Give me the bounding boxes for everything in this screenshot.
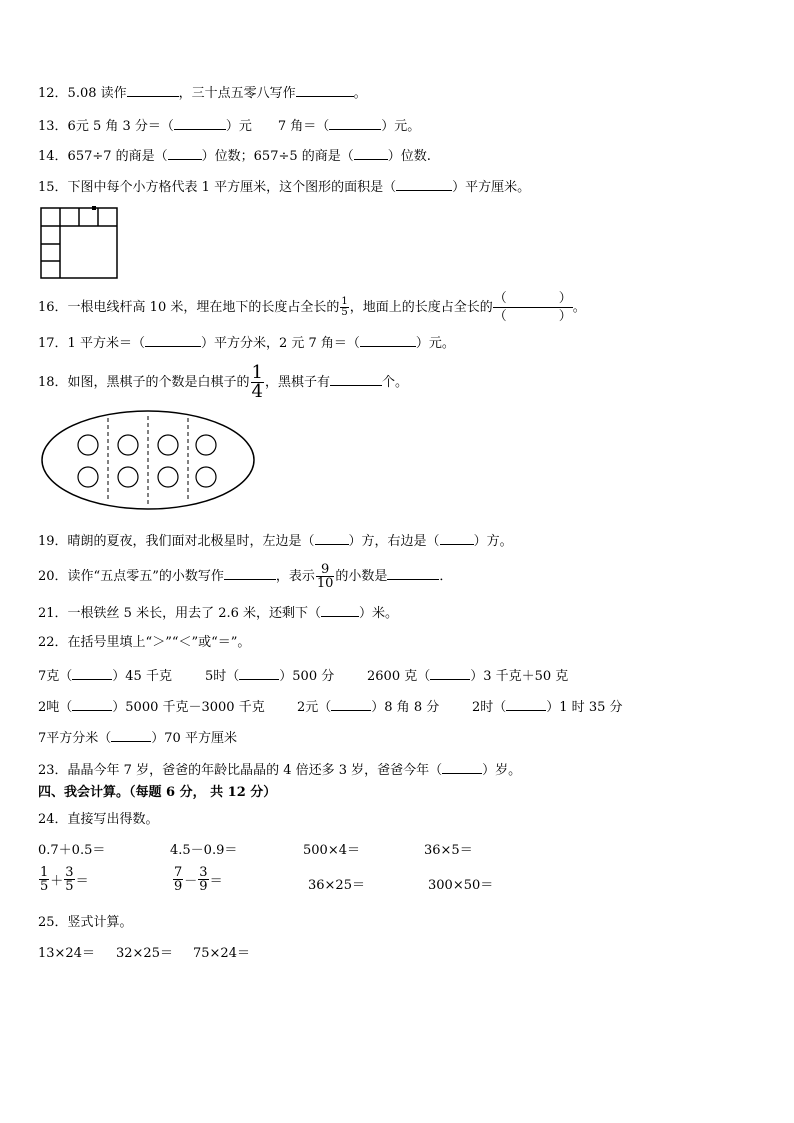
- answer-blank[interactable]: [72, 696, 112, 711]
- question-21: 21．一根铁丝 5 米长，用去了 2.6 米，还剩下（ ）米。: [38, 602, 398, 623]
- question-24-title: 24．直接写出得数。: [38, 812, 159, 827]
- calc-item: 13×24＝: [38, 946, 95, 961]
- question-23: 23．晶晶今年 7 岁，爸爸的年龄比晶晶的 4 倍还多 3 岁，爸爸今年（ ）岁。: [38, 759, 521, 780]
- answer-blank[interactable]: [296, 82, 354, 97]
- calc-item: 500×4＝: [303, 843, 360, 858]
- question-16: 16．一根电线杆高 10 米，埋在地下的长度占全长的 $\frac{1}{5}$ ，地面上的长度占全长的 $\frac{( )}{( )}$ 。: [38, 291, 586, 324]
- fraction-one-fifth: $\frac{1}{5}$: [341, 296, 348, 318]
- calc-item: 0.7＋0.5＝: [38, 843, 106, 858]
- answer-blank[interactable]: [224, 565, 276, 580]
- question-25-title: 25．竖式计算。: [38, 915, 133, 930]
- question-13: 13．6元 5 角 3 分＝（ ）元 7 角＝（ ）元。: [38, 115, 420, 136]
- question-12: 12．5.08 读作 ，三十点五零八写作 。: [38, 82, 367, 103]
- chess-pieces-figure: [40, 408, 258, 512]
- compare-item: 7平方分米（ ）70 平方厘米: [38, 727, 237, 748]
- answer-blank[interactable]: [239, 665, 279, 680]
- question-22-title: 22．在括号里填上“＞”“＜”或“＝”。: [38, 635, 251, 650]
- question-17: 17．1 平方米＝（ ）平方分米，2 元 7 角＝（ ）元。: [38, 332, 455, 353]
- answer-blank[interactable]: [354, 145, 388, 160]
- compare-item: 5时（ ）500 分: [205, 665, 334, 686]
- answer-blank[interactable]: [360, 332, 416, 347]
- compare-item: 7克（ ）45 千克: [38, 665, 172, 686]
- answer-blank[interactable]: [321, 602, 359, 617]
- grid-figure: [40, 206, 120, 280]
- answer-blank[interactable]: [442, 759, 482, 774]
- calc-item: 36×5＝: [424, 843, 473, 858]
- fraction-one-quarter: $\frac{1}{4}$: [251, 362, 263, 402]
- answer-blank[interactable]: [329, 115, 381, 130]
- answer-blank[interactable]: [330, 371, 382, 386]
- answer-blank[interactable]: [72, 665, 112, 680]
- fraction-answer-blank[interactable]: $\frac{( )}{( )}$: [493, 291, 572, 324]
- answer-blank[interactable]: [111, 727, 151, 742]
- answer-blank[interactable]: [127, 82, 179, 97]
- question-14: 14．657÷7 的商是（ ）位数；657÷5 的商是（ ）位数.: [38, 145, 431, 166]
- answer-blank[interactable]: [440, 530, 474, 545]
- answer-blank[interactable]: [506, 696, 546, 711]
- answer-blank[interactable]: [168, 145, 202, 160]
- answer-blank[interactable]: [396, 176, 452, 191]
- answer-blank[interactable]: [387, 565, 439, 580]
- calc-item-fraction-sum: $\frac{1}{5}$ ＋ $\frac{3}{5}$ ＝: [40, 865, 89, 894]
- compare-item: 2600 克（ ）3 千克＋50 克: [367, 665, 568, 686]
- calc-item: 4.5－0.9＝: [170, 843, 238, 858]
- answer-blank[interactable]: [331, 696, 371, 711]
- question-20: 20．读作“五点零五”的小数写作 ，表示 $\frac{9}{10}$ 的小数是 ．: [38, 562, 453, 591]
- compare-item: 2吨（ ）5000 千克－3000 千克: [38, 696, 265, 717]
- answer-blank[interactable]: [430, 665, 470, 680]
- calc-item-fraction-diff: $\frac{7}{9}$ － $\frac{3}{9}$ ＝: [174, 865, 223, 894]
- answer-blank[interactable]: [145, 332, 201, 347]
- question-15: 15．下图中每个小方格代表 1 平方厘米，这个图形的面积是（ ）平方厘米。: [38, 176, 530, 197]
- compare-item: 2元（ ）8 角 8 分: [297, 696, 439, 717]
- section-heading: 四、我会计算。（每题 6 分， 共 12 分）: [38, 785, 277, 800]
- answer-blank[interactable]: [174, 115, 226, 130]
- calc-item: 75×24＝: [193, 946, 250, 961]
- question-18: 18．如图，黑棋子的个数是白棋子的 $\frac{1}{4}$ ，黑棋子有 个。: [38, 362, 409, 402]
- question-19: 19．晴朗的夏夜，我们面对北极星时，左边是（ ）方，右边是（ ）方。: [38, 530, 513, 551]
- calc-item: 36×25＝: [308, 878, 365, 893]
- calc-item: 300×50＝: [428, 878, 494, 893]
- calc-item: 32×25＝: [116, 946, 173, 961]
- fraction-nine-tenths: $\frac{9}{10}$: [316, 562, 334, 591]
- answer-blank[interactable]: [315, 530, 349, 545]
- compare-item: 2时（ ）1 时 35 分: [472, 696, 623, 717]
